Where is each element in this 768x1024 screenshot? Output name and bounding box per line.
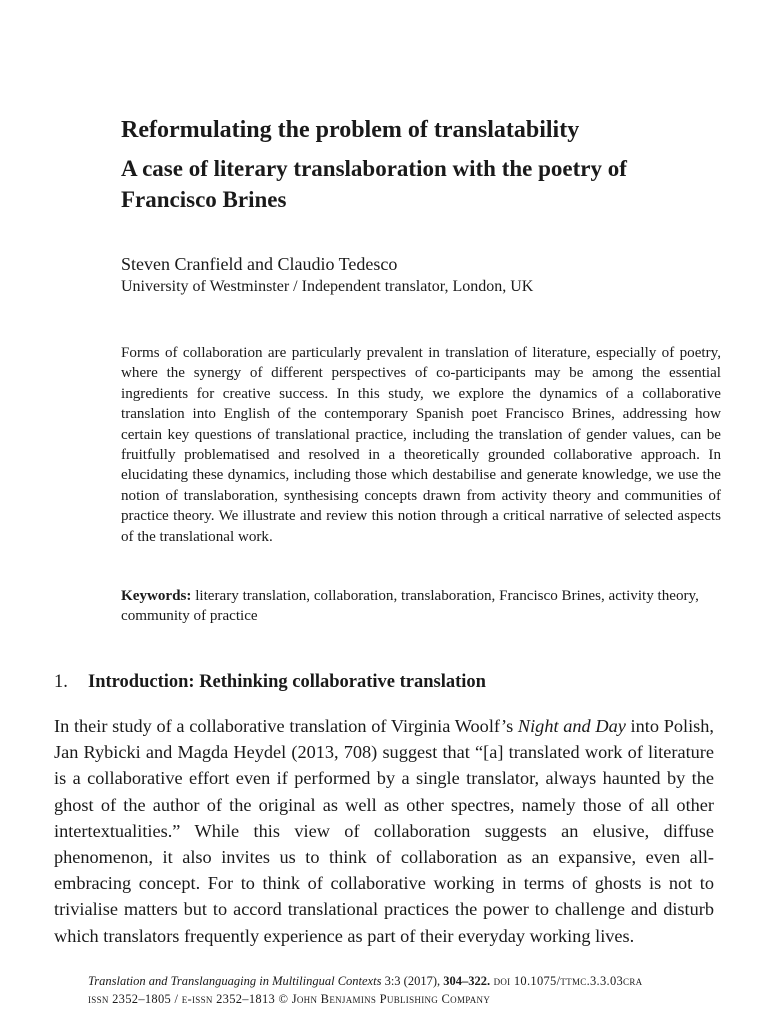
footer-citation: [88, 972, 728, 990]
section-heading: [54, 669, 734, 695]
body-text-part1: In their study of a collaborative translation of Virginia Woolf’s: [54, 716, 518, 736]
affiliation: University of Westminster / Independent translator, London, UK: [121, 278, 534, 295]
article-title: Reformulating the problem of translatability: [121, 117, 580, 143]
abstract: Forms of collaboration are particularly prevalent in translation of literature, especially of poetry, where the synergy of different perspectives of co-participants may be among the essential ingredients for creative success. In this study, we explore the dynamics of a collaborative translation into English of the contemporary Spanish poet Francisco Brines, addressing how certain key questions of translational practice, including the translation of gender values, can be fruitfully problematised and resolved in a theoretically grounded collaborative approach. In elucidating these dynamics, including those which destabilise and generate knowledge, we use the notion of translaboration, synthesising concepts drawn from activity theory and communities of practice theory. We illustrate and review this notion through a critical narrative of selected aspects of the translational work.: [121, 345, 721, 545]
journal-name: Translation and Translanguaging in Multilingual Contexts: [88, 974, 382, 988]
book-title-italic: Night and Day: [517, 716, 626, 736]
keywords: [121, 586, 721, 627]
footer: [88, 972, 728, 1008]
article-subtitle: A case of literary translaboration with the poetry of Francisco Brines: [121, 156, 627, 212]
keywords-text: literary translation, collaboration, translaboration, Francisco Brines, activity theory, community of practice: [121, 588, 699, 625]
section-title: Introduction: Rethinking collaborative translation: [88, 672, 486, 692]
body-text-part2: into Polish, Jan Rybicki and Magda Heydel (2013, 708) suggest that “[a] translated work of literature is a collaborative effort even if performed by a single translator, always haunted by the ghost of the author of the original as well as other spectres, namely those of all other intertextualities.” While this view of collaboration suggests an elusive, diffuse phenomenon, it also invites us to think of collaboration as an expansive, even all-embracing concept. For to think of collaborative working in terms of ghosts is not to trivialise matters but to accord translational practices the power to challenge and disturb which translators frequently experience as part of their everyday working lives.: [54, 716, 714, 946]
keywords-label: Keywords:: [121, 588, 192, 604]
authors: Steven Cranfield and Claudio Tedesco: [121, 254, 398, 274]
doi: doi 10.1075/ttmc.3.3.03cra: [490, 974, 643, 988]
section-number: 1.: [54, 672, 68, 692]
body-paragraph: [54, 713, 714, 949]
journal-volume: 3:3 (2017),: [381, 974, 444, 988]
journal-pages: 304–322.: [443, 974, 491, 988]
issn-line: issn 2352–1805 / e-issn 2352–1813 © John Benjamins Publishing Company: [88, 992, 491, 1006]
